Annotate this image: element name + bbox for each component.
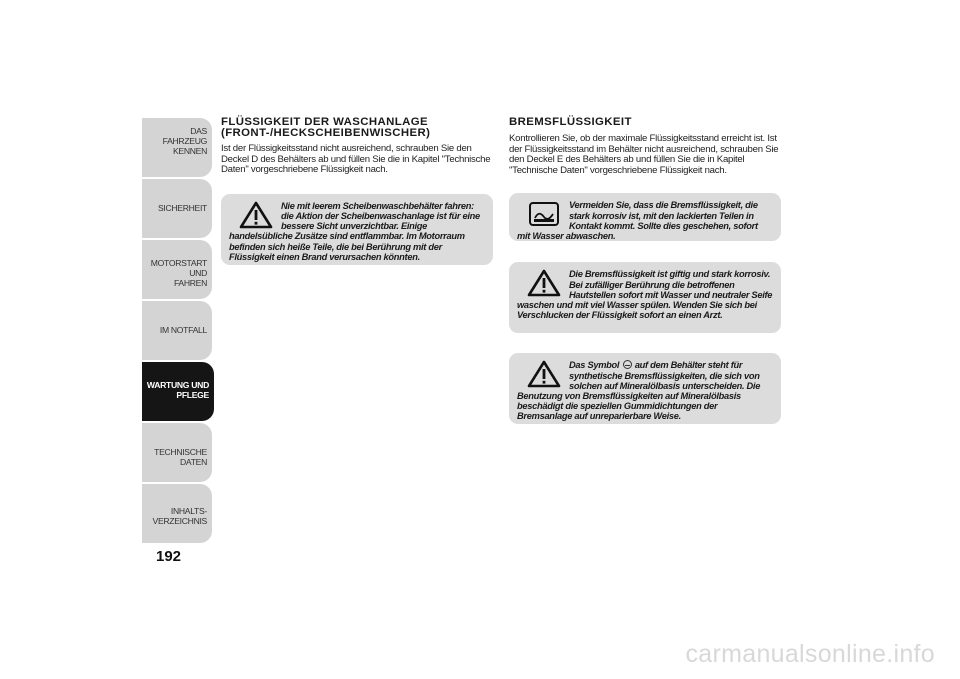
warning-text: Die Bremsflüssigkeit ist giftig und stark korrosiv. Bei zufälliger Berührung die betroffenen Hautstellen sofort mit Wasser und neutraler Seife waschen und mit viel Wasser spülen. Wenden Sie sich bei Verschlucken der Flüssigkeit sofort an einen Arzt. — [517, 269, 773, 321]
section-heading-washer-fluid — [221, 117, 493, 139]
tab-motorstart-und-fahren[interactable] — [142, 240, 212, 299]
warning-triangle-icon — [239, 201, 273, 229]
tab-sicherheit[interactable] — [142, 179, 212, 238]
tab-label: INHALTS- VERZEICHNIS — [152, 506, 207, 526]
warning-triangle-icon — [527, 360, 561, 388]
warning-box — [509, 262, 781, 333]
tab-label: SICHERHEIT — [157, 203, 207, 213]
right-column — [509, 117, 781, 424]
tab-label: MOTORSTART UND FAHREN — [150, 258, 207, 288]
corrosive-icon — [527, 200, 561, 228]
heading-line: (FRONT-/HECKSCHEIBENWISCHER) — [221, 127, 431, 139]
tab-inhaltsverzeichnis[interactable] — [142, 484, 212, 543]
warning-text: Nie mit leerem Scheibenwaschbehälter fahren: die Aktion der Scheibenwaschanlage ist für eine bessere Sicht unverzichtbar. Einige handelsübliche Zusätze sind entflammbar. Im Motorraum befinden sich heiße Teile, die bei Berührung mit der Flüssigkeit einen Brand verursachen könnten. — [229, 200, 480, 262]
warning-text-end: auf dem Behälter steht für synthetische Bremsflüssigkeiten, die sich von solchen auf Mineralölbasis unterscheiden. Die Benutzung von Bremsflüssigkeiten auf Mineralölbasis beschädigt die speziellen Gummidichtungen der Bremsanlage auf unreparierbare Weise. — [517, 360, 761, 422]
section-heading-brake-fluid: BREMSFLÜSSIGKEIT — [509, 116, 632, 128]
tab-label: IM NOTFALL — [159, 325, 207, 335]
tab-label: WARTUNG UND PFLEGE — [146, 380, 209, 400]
tab-label: DAS FAHRZEUG KENNEN — [162, 126, 207, 156]
warning-box — [221, 194, 493, 265]
warning-text-start: Das Symbol — [569, 360, 620, 371]
body-text: Ist der Flüssigkeitsstand nicht ausreichend, schrauben Sie den Deckel D des Behälters ab und füllen Sie die in Kapitel "Technische Daten" vorgeschriebene Flüssigkeit nach. — [221, 143, 491, 176]
warning-box — [509, 353, 781, 424]
warning-text: Vermeiden Sie, dass die Bremsflüssigkeit, die stark korrosiv ist, mit den lackierten Teilen in Kontakt kommt. Sollte dies geschehen, sofort mit Wasser abwaschen. — [517, 200, 758, 241]
watermark: carmanualsonline.info — [685, 640, 935, 668]
body-text: Kontrollieren Sie, ob der maximale Flüssigkeitsstand erreicht ist. Ist der Flüssigkeitsstand im Behälter nicht ausreichend, schrauben Sie den Deckel E des Behälters ab und füllen Sie die in Kapitel "Technische Daten" vorgeschriebene Flüssigkeit nach. — [509, 133, 779, 176]
tab-technische-daten[interactable] — [142, 423, 212, 482]
tab-label: TECHNISCHE DATEN — [154, 447, 207, 467]
synthetic-fluid-symbol-icon — [623, 360, 632, 369]
tab-wartung-und-pflege[interactable] — [142, 362, 214, 421]
heading-line: FLÜSSIGKEIT DER WASCHANLAGE — [221, 116, 428, 128]
page-number: 192 — [156, 548, 182, 565]
warning-box — [509, 193, 781, 241]
tab-im-notfall[interactable] — [142, 301, 212, 360]
warning-triangle-icon — [527, 269, 561, 297]
left-column — [221, 117, 493, 265]
tab-das-fahrzeug-kennen[interactable] — [142, 118, 212, 177]
